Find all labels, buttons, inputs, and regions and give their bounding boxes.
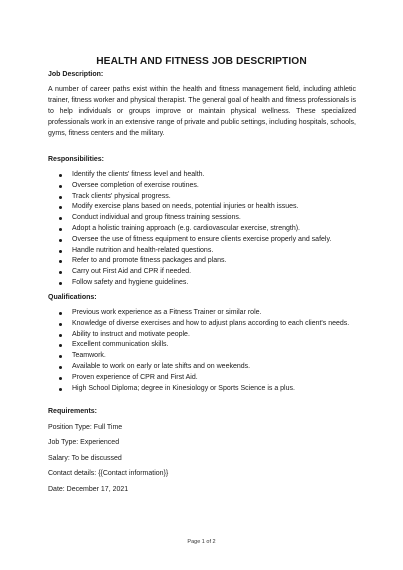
responsibilities-label: Responsibilities: xyxy=(48,156,105,163)
bullet-icon xyxy=(59,323,62,326)
list-item-text: Knowledge of diverse exercises and how to adjust plans according to each client's needs. xyxy=(72,319,350,327)
list-item-text: Follow safety and hygiene guidelines. xyxy=(72,278,189,286)
list-item xyxy=(48,192,368,203)
bullet-icon xyxy=(59,206,62,209)
job-type: Job Type: Experienced xyxy=(48,439,120,446)
bullet-icon xyxy=(59,334,62,337)
list-item-text: Excellent communication skills. xyxy=(72,341,169,349)
bullet-icon xyxy=(59,366,62,369)
bullet-icon xyxy=(59,344,62,347)
list-item xyxy=(48,181,368,192)
date: Date: December 17, 2021 xyxy=(48,486,129,493)
list-item-text: High School Diploma; degree in Kinesiology or Sports Science is a plus. xyxy=(72,384,295,392)
list-item xyxy=(48,384,368,395)
list-item-text: Refer to and promote fitness packages and plans. xyxy=(72,257,227,265)
bullet-icon xyxy=(59,271,62,274)
job-description-label: Job Description: xyxy=(48,71,104,78)
list-item-text: Available to work on early or late shifts and on weekends. xyxy=(72,362,251,370)
list-item-text: Track clients' physical progress. xyxy=(72,192,171,200)
list-item xyxy=(48,373,368,384)
requirements-label: Requirements: xyxy=(48,408,98,415)
list-item-text: Carry out First Aid and CPR if needed. xyxy=(72,268,192,276)
list-item-text: Oversee the use of fitness equipment to ensure clients exercise properly and safely. xyxy=(72,235,332,243)
position-type: Position Type: Full Time xyxy=(48,424,123,431)
list-item xyxy=(48,267,368,278)
responsibilities-list xyxy=(48,170,368,289)
list-item-text: Handle nutrition and health-related questions. xyxy=(72,246,214,254)
list-item-text: Oversee completion of exercise routines. xyxy=(72,181,199,189)
page-number: Page 1 of 2 xyxy=(187,539,216,545)
bullet-icon xyxy=(59,239,62,242)
list-item-text: Ability to instruct and motivate people. xyxy=(72,330,190,338)
list-item xyxy=(48,213,368,224)
document-title: HEALTH AND FITNESS JOB DESCRIPTION xyxy=(96,56,307,67)
list-item xyxy=(48,170,368,181)
bullet-icon xyxy=(59,355,62,358)
list-item-text: Conduct individual and group fitness training sessions. xyxy=(72,214,241,222)
list-item xyxy=(48,351,368,362)
list-item xyxy=(48,224,368,235)
bullet-icon xyxy=(59,282,62,285)
list-item xyxy=(48,246,368,257)
list-item-text: Proven experience of CPR and First Aid. xyxy=(72,373,198,381)
bullet-icon xyxy=(59,196,62,199)
list-item-text: Identify the clients' fitness level and health. xyxy=(72,171,205,178)
bullet-icon xyxy=(59,185,62,188)
list-item xyxy=(48,340,368,351)
list-item-text: Teamwork. xyxy=(72,352,106,360)
list-item xyxy=(48,319,368,330)
list-item-text: Modify exercise plans based on needs, potential injuries or health issues. xyxy=(72,203,299,211)
bullet-icon xyxy=(59,377,62,380)
contact-details: Contact details: {{Contact information}} xyxy=(48,470,169,477)
list-item xyxy=(48,278,368,289)
qualifications-label: Qualifications: xyxy=(48,294,97,301)
bullet-icon xyxy=(59,228,62,231)
salary: Salary: To be discussed xyxy=(48,455,122,462)
list-item xyxy=(48,362,368,373)
bullet-icon xyxy=(59,217,62,220)
list-item-text: Previous work experience as a Fitness Trainer or similar role. xyxy=(72,309,262,316)
job-description-text: A number of career paths exist within the health and fitness management field, including athletic trainer, fitness worker and physical therapist. The general goal of health and fitness professionals is to help individuals or groups improve or maintain physical wellness. These specialized professionals work in an extensive range of private and public settings, including hospitals, schools, gyms, fitness centers and the military. xyxy=(48,86,356,137)
list-item xyxy=(48,308,368,319)
list-item-text: Adopt a holistic training approach (e.g. cardiovascular exercise, strength). xyxy=(72,224,301,232)
list-item xyxy=(48,202,368,213)
bullet-icon xyxy=(59,388,62,391)
list-item xyxy=(48,330,368,341)
qualifications-list xyxy=(48,308,368,394)
bullet-icon xyxy=(59,312,62,315)
list-item xyxy=(48,235,368,246)
bullet-icon xyxy=(59,174,62,177)
bullet-icon xyxy=(59,260,62,263)
list-item xyxy=(48,256,368,267)
bullet-icon xyxy=(59,250,62,253)
